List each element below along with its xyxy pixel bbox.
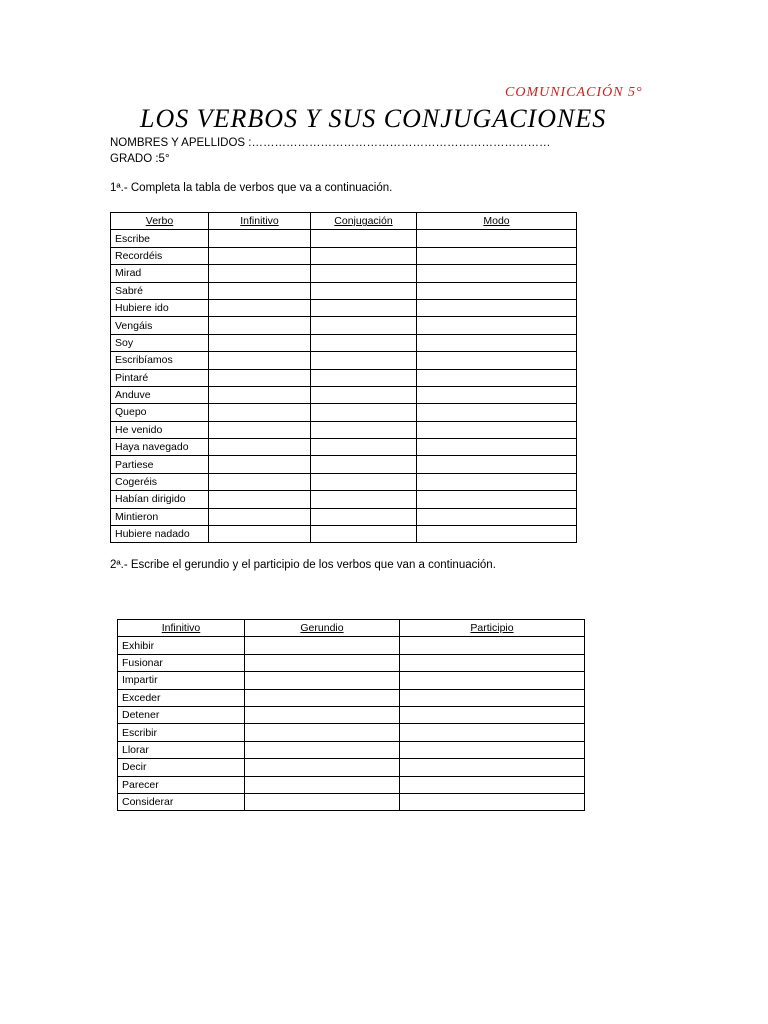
answer-cell[interactable]: [311, 299, 417, 316]
answer-cell[interactable]: [209, 491, 311, 508]
verb-cell: Pintaré: [111, 369, 209, 386]
answer-cell[interactable]: [311, 508, 417, 525]
answer-cell[interactable]: [245, 637, 400, 654]
verb-cell: He venido: [111, 421, 209, 438]
column-header-conjugacion: Conjugación: [311, 213, 417, 230]
column-header-participio: Participio: [400, 620, 585, 637]
answer-cell[interactable]: [417, 508, 577, 525]
answer-cell[interactable]: [209, 439, 311, 456]
verb-cell: Mintieron: [111, 508, 209, 525]
column-header-infinitivo: Infinitivo: [118, 620, 245, 637]
answer-cell[interactable]: [311, 247, 417, 264]
column-header-verbo: Verbo: [111, 213, 209, 230]
verb-cell: Escribe: [111, 230, 209, 247]
answer-cell[interactable]: [400, 741, 585, 758]
answer-cell[interactable]: [311, 404, 417, 421]
answer-cell[interactable]: [417, 473, 577, 490]
answer-cell[interactable]: [400, 724, 585, 741]
answer-cell[interactable]: [417, 282, 577, 299]
answer-cell[interactable]: [209, 386, 311, 403]
answer-cell[interactable]: [400, 672, 585, 689]
verb-cell: Llorar: [118, 741, 245, 758]
answer-cell[interactable]: [400, 689, 585, 706]
answer-cell[interactable]: [245, 776, 400, 793]
table-row: [111, 456, 577, 473]
answer-cell[interactable]: [245, 654, 400, 671]
answer-cell[interactable]: [209, 352, 311, 369]
table-row: [118, 741, 585, 758]
table-row: [118, 724, 585, 741]
table-row: [118, 654, 585, 671]
verb-cell: Anduve: [111, 386, 209, 403]
table-row: [111, 473, 577, 490]
answer-cell[interactable]: [311, 526, 417, 543]
verb-cell: Parecer: [118, 776, 245, 793]
answer-cell[interactable]: [209, 265, 311, 282]
table-row: [111, 230, 577, 247]
exercise-2-prompt: 2ª.- Escribe el gerundio y el participio de los verbos que van a continuación.: [110, 559, 496, 571]
column-header-modo: Modo: [417, 213, 577, 230]
answer-cell[interactable]: [417, 491, 577, 508]
table-row: [118, 706, 585, 723]
gerund-participle-table: [117, 619, 585, 811]
answer-cell[interactable]: [209, 526, 311, 543]
answer-cell[interactable]: [209, 247, 311, 264]
verb-cell: Detener: [118, 706, 245, 723]
answer-cell[interactable]: [311, 230, 417, 247]
answer-cell[interactable]: [400, 776, 585, 793]
verb-cell: Cogeréis: [111, 473, 209, 490]
table-row: [111, 386, 577, 403]
answer-cell[interactable]: [311, 473, 417, 490]
grade-label: GRADO :5°: [110, 153, 170, 165]
answer-cell[interactable]: [245, 793, 400, 810]
verb-cell: Exhibir: [118, 637, 245, 654]
answer-cell[interactable]: [311, 352, 417, 369]
answer-cell[interactable]: [417, 299, 577, 316]
exercise-1-prompt: 1ª.- Completa la tabla de verbos que va a continuación.: [110, 182, 393, 194]
answer-cell[interactable]: [209, 230, 311, 247]
table-row: [111, 526, 577, 543]
name-field-label: NOMBRES Y APELLIDOS :……………………………………………………………………: [110, 137, 551, 149]
answer-cell[interactable]: [311, 386, 417, 403]
answer-cell[interactable]: [417, 369, 577, 386]
answer-cell[interactable]: [209, 282, 311, 299]
verb-cell: Fusionar: [118, 654, 245, 671]
answer-cell[interactable]: [209, 421, 311, 438]
answer-cell[interactable]: [209, 404, 311, 421]
verb-cell: Recordéis: [111, 247, 209, 264]
answer-cell[interactable]: [311, 317, 417, 334]
table-row: [111, 508, 577, 525]
answer-cell[interactable]: [417, 386, 577, 403]
answer-cell[interactable]: [311, 265, 417, 282]
table-row: [111, 352, 577, 369]
verb-conjugation-table: [110, 212, 577, 543]
answer-cell[interactable]: [311, 282, 417, 299]
answer-cell[interactable]: [417, 421, 577, 438]
table-row: [111, 491, 577, 508]
answer-cell[interactable]: [417, 352, 577, 369]
answer-cell[interactable]: [245, 724, 400, 741]
verb-cell: Soy: [111, 334, 209, 351]
answer-cell[interactable]: [417, 526, 577, 543]
verb-cell: Quepo: [111, 404, 209, 421]
table-row: [118, 689, 585, 706]
table-row: [111, 334, 577, 351]
verb-cell: Impartir: [118, 672, 245, 689]
column-header-gerundio: Gerundio: [245, 620, 400, 637]
page-title: LOS VERBOS Y SUS CONJUGACIONES: [140, 104, 607, 133]
verb-cell: Mirad: [111, 265, 209, 282]
table-row: [111, 439, 577, 456]
answer-cell[interactable]: [400, 706, 585, 723]
answer-cell[interactable]: [417, 317, 577, 334]
table-row: [111, 282, 577, 299]
answer-cell[interactable]: [311, 421, 417, 438]
answer-cell[interactable]: [311, 334, 417, 351]
table-row: [111, 317, 577, 334]
verb-cell: Haya navegado: [111, 439, 209, 456]
table-row: [111, 369, 577, 386]
subject-label: COMUNICACIÓN 5°: [505, 85, 643, 100]
answer-cell[interactable]: [209, 456, 311, 473]
verb-cell: Habían dirigido: [111, 491, 209, 508]
table-row: [111, 247, 577, 264]
answer-cell[interactable]: [245, 741, 400, 758]
answer-cell[interactable]: [417, 230, 577, 247]
table-row: [118, 672, 585, 689]
column-header-infinitivo: Infinitivo: [209, 213, 311, 230]
verb-cell: Hubiere ido: [111, 299, 209, 316]
table-row: [118, 776, 585, 793]
answer-cell[interactable]: [245, 672, 400, 689]
answer-cell[interactable]: [400, 759, 585, 776]
answer-cell[interactable]: [311, 369, 417, 386]
table-row: [118, 759, 585, 776]
answer-cell[interactable]: [209, 473, 311, 490]
table-row: [111, 421, 577, 438]
answer-cell[interactable]: [209, 317, 311, 334]
verb-cell: Escribíamos: [111, 352, 209, 369]
table-row: [118, 793, 585, 810]
answer-cell[interactable]: [311, 491, 417, 508]
verb-cell: Decir: [118, 759, 245, 776]
table-row: [111, 404, 577, 421]
verb-cell: Hubiere nadado: [111, 526, 209, 543]
answer-cell[interactable]: [209, 369, 311, 386]
answer-cell[interactable]: [400, 654, 585, 671]
answer-cell[interactable]: [311, 439, 417, 456]
verb-cell: Partiese: [111, 456, 209, 473]
verb-cell: Sabré: [111, 282, 209, 299]
answer-cell[interactable]: [209, 299, 311, 316]
verb-cell: Escribir: [118, 724, 245, 741]
answer-cell[interactable]: [209, 334, 311, 351]
answer-cell[interactable]: [417, 456, 577, 473]
verb-cell: Exceder: [118, 689, 245, 706]
answer-cell[interactable]: [417, 265, 577, 282]
table-row: [111, 299, 577, 316]
answer-cell[interactable]: [245, 689, 400, 706]
answer-cell[interactable]: [311, 456, 417, 473]
table-row: [118, 637, 585, 654]
answer-cell[interactable]: [417, 404, 577, 421]
answer-cell[interactable]: [417, 439, 577, 456]
answer-cell[interactable]: [417, 247, 577, 264]
answer-cell[interactable]: [417, 334, 577, 351]
answer-cell[interactable]: [400, 793, 585, 810]
answer-cell[interactable]: [209, 508, 311, 525]
answer-cell[interactable]: [245, 706, 400, 723]
table-row: [111, 265, 577, 282]
answer-cell[interactable]: [245, 759, 400, 776]
answer-cell[interactable]: [400, 637, 585, 654]
verb-cell: Considerar: [118, 793, 245, 810]
verb-cell: Vengáis: [111, 317, 209, 334]
